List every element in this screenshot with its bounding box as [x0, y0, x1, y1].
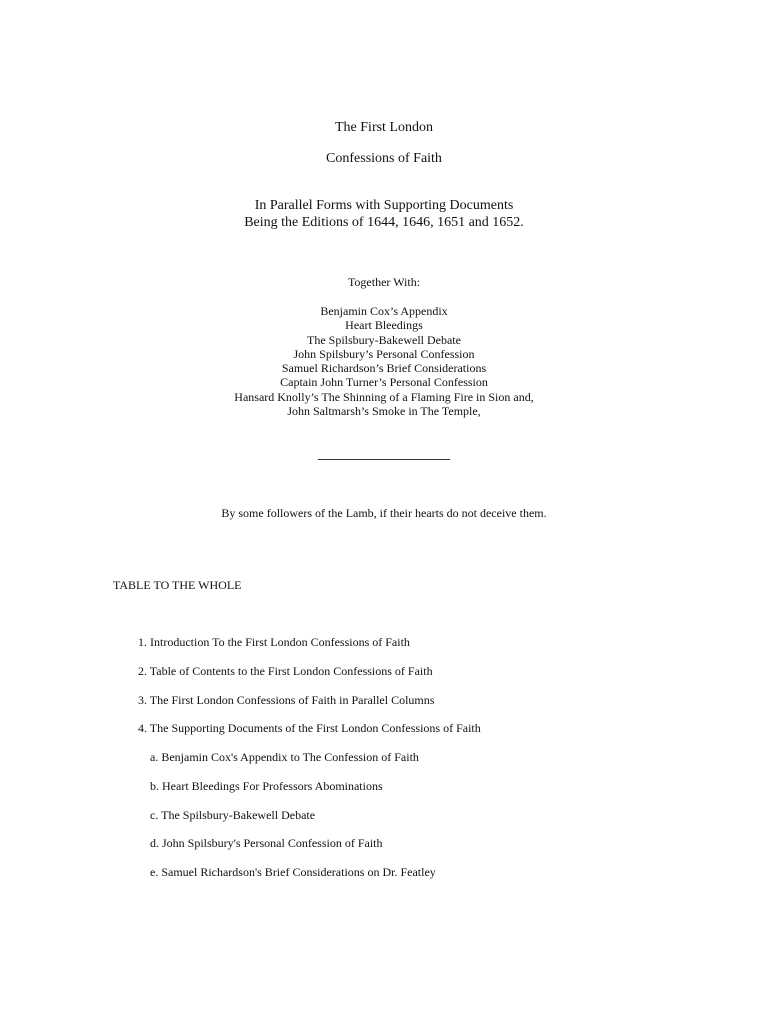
toc-subitem: b. Heart Bleedings For Professors Abominations — [150, 779, 383, 793]
subtitle-line-2: Being the Editions of 1644, 1646, 1651 and 1652. — [244, 215, 524, 230]
companion-work-item: Hansard Knolly’s The Shinning of a Flaming Fire in Sion and, — [234, 389, 534, 404]
companion-work-item: John Saltmarsh’s Smoke in The Temple, — [287, 404, 481, 419]
companion-works-list — [0, 304, 768, 418]
companion-work-item: John Spilsbury’s Personal Confession — [293, 346, 475, 361]
toc-item: 2. Table of Contents to the First London Confessions of Faith — [138, 664, 433, 678]
toc-subitem: a. Benjamin Cox's Appendix to The Confession of Faith — [150, 750, 419, 764]
toc-subitem: e. Samuel Richardson's Brief Considerations on Dr. Featley — [150, 865, 436, 879]
section-divider — [318, 459, 450, 460]
companion-work-item: Captain John Turner’s Personal Confession — [280, 375, 488, 390]
toc-heading: TABLE TO THE WHOLE — [113, 578, 242, 592]
companion-work-item: Benjamin Cox’s Appendix — [320, 304, 448, 318]
toc-subitem: d. John Spilsbury's Personal Confession of Faith — [150, 836, 383, 850]
document-title-line-1: The First London — [335, 120, 433, 135]
toc-item: 1. Introduction To the First London Confessions of Faith — [138, 635, 410, 649]
companion-work-item: Heart Bleedings — [345, 318, 423, 333]
document-title-line-2: Confessions of Faith — [326, 151, 442, 166]
subtitle-line-1: In Parallel Forms with Supporting Documents — [254, 198, 514, 213]
byline: By some followers of the Lamb, if their hearts do not deceive them. — [221, 506, 547, 520]
toc-item: 4. The Supporting Documents of the First London Confessions of Faith — [138, 721, 481, 735]
companion-work-item: Samuel Richardson’s Brief Considerations — [281, 361, 487, 376]
companion-work-item: The Spilsbury-Bakewell Debate — [307, 332, 461, 347]
document-subtitle — [0, 197, 768, 231]
toc-subitem: c. The Spilsbury-Bakewell Debate — [150, 808, 316, 822]
toc-item: 3. The First London Confessions of Faith in Parallel Columns — [138, 693, 435, 707]
together-with-heading: Together With: — [347, 275, 421, 289]
